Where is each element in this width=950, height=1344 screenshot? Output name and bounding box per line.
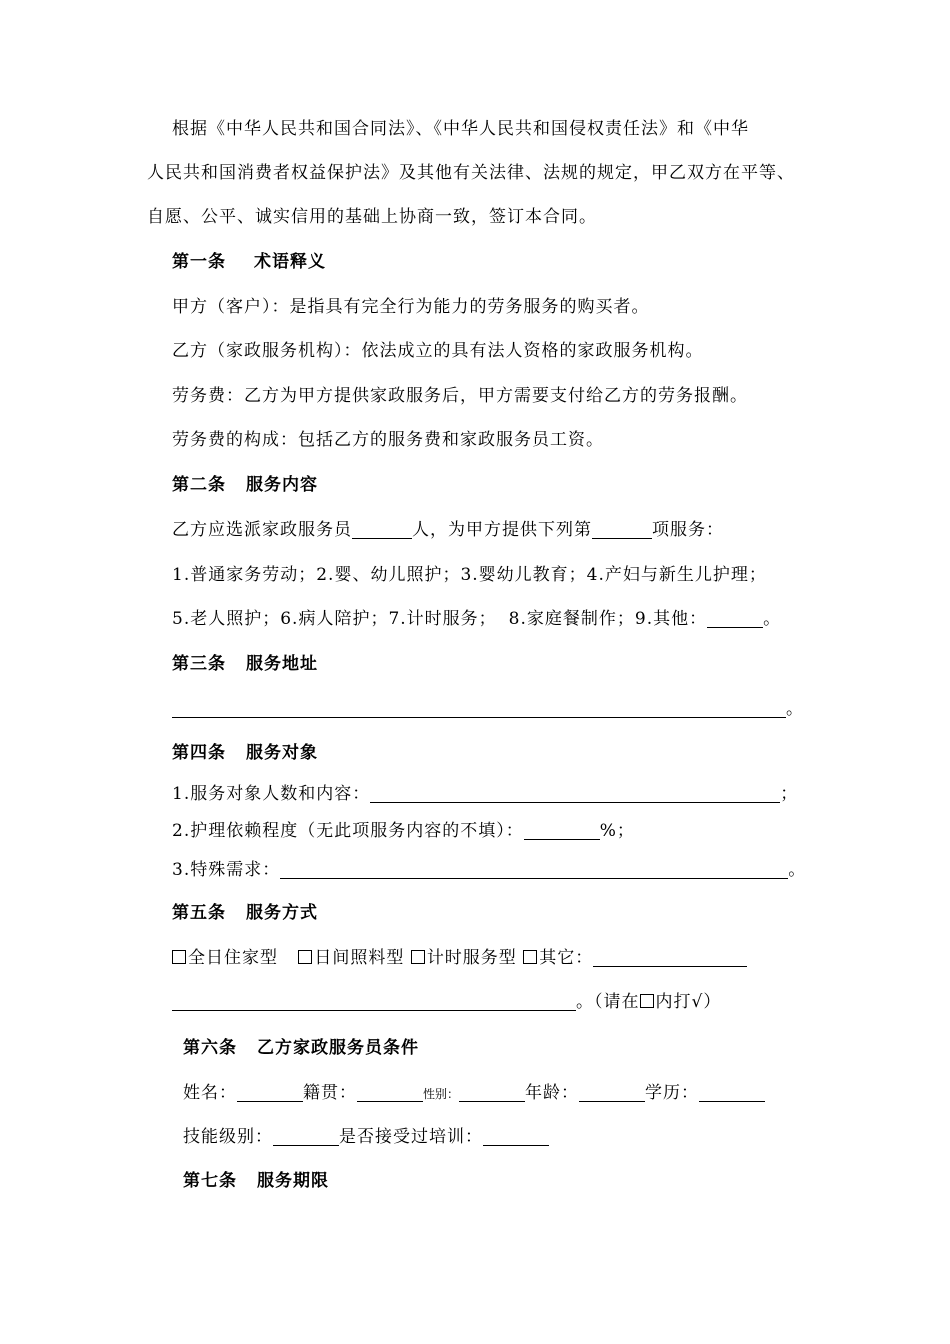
special-needs-blank[interactable] (280, 860, 788, 879)
article-6-heading: 第六条 乙方家政服务员条件 (183, 1038, 419, 1058)
article-2-heading: 第二条 服务内容 (172, 475, 318, 495)
article-6-info-row-1: 姓名： 籍贯： 性别： 年龄： 学历： (183, 1082, 765, 1105)
article-1-party-b: 乙方（家政服务机构）：依法成立的具有法人资格的家政服务机构。 (172, 341, 704, 361)
dependency-level-blank[interactable] (524, 821, 600, 840)
service-item-blank[interactable] (592, 520, 652, 539)
intro-line-3: 自愿、公平、诚实信用的基础上协商一致，签订本合同。 (147, 207, 597, 227)
article-7-heading: 第七条 服务期限 (183, 1171, 329, 1191)
article-4-item-2: 2.护理依赖程度（无此项服务内容的不填）： %； (172, 821, 635, 841)
skill-level-blank[interactable] (273, 1127, 339, 1146)
gender-blank[interactable] (459, 1083, 525, 1102)
article-1-party-a: 甲方（客户）：是指具有完全行为能力的劳务服务的购买者。 (172, 297, 650, 317)
article-5-note: 。（请在 内打√） (172, 991, 721, 1013)
article-2-assign: 乙方应选派家政服务员 人，为甲方提供下列第 项服务： (172, 520, 724, 540)
article-4-heading: 第四条 服务对象 (172, 743, 318, 763)
service-target-blank[interactable] (370, 784, 780, 803)
education-blank[interactable] (699, 1083, 765, 1102)
article-4-item-3: 3.特殊需求： 。 (172, 860, 807, 880)
other-type-blank[interactable] (593, 948, 747, 967)
daytime-checkbox[interactable] (298, 950, 312, 964)
hourly-checkbox[interactable] (411, 950, 425, 964)
other-type-continue-blank[interactable] (172, 992, 576, 1011)
article-3-address: 。 (172, 698, 804, 720)
intro-line-2: 人民共和国消费者权益保护法》及其他有关法律、法规的规定，甲乙双方在平等、 (147, 163, 795, 183)
check-mark-icon: √ (691, 992, 704, 1012)
article-1-fee-composition: 劳务费的构成：包括乙方的服务费和家政服务员工资。 (172, 430, 604, 450)
article-3-heading: 第三条 服务地址 (172, 654, 318, 674)
intro-line-1: 根据《中华人民共和国合同法》、《中华人民共和国侵权责任法》和《中华 (172, 119, 749, 139)
article-2-list-1: 1.普通家务劳动；2.婴、幼儿照护；3.婴幼儿教育；4.产妇与新生儿护理； (172, 565, 767, 585)
article-1-fee: 劳务费：乙方为甲方提供家政服务后，甲方需要支付给乙方的劳务报酬。 (172, 386, 748, 406)
full-time-checkbox[interactable] (172, 950, 186, 964)
article-5-options: 全日住家型 日间照料型 计时服务型 其它： (172, 947, 747, 969)
service-address-blank[interactable] (172, 699, 786, 718)
article-4-item-1: 1.服务对象人数和内容： ； (172, 784, 799, 804)
article-5-heading: 第五条 服务方式 (172, 903, 318, 923)
origin-blank[interactable] (357, 1083, 423, 1102)
other-checkbox[interactable] (523, 950, 537, 964)
other-service-blank[interactable] (707, 609, 763, 628)
article-2-list-2: 5.老人照护；6.病人陪护；7.计时服务； 8.家庭餐制作；9.其他： 。 (172, 609, 782, 629)
staff-count-blank[interactable] (352, 520, 412, 539)
note-box-icon (640, 994, 654, 1008)
article-6-info-row-2: 技能级别： 是否接受过培训： (183, 1126, 549, 1148)
age-blank[interactable] (579, 1083, 645, 1102)
name-blank[interactable] (237, 1083, 303, 1102)
training-blank[interactable] (483, 1127, 549, 1146)
article-1-heading: 第一条 术语释义 (172, 252, 326, 272)
